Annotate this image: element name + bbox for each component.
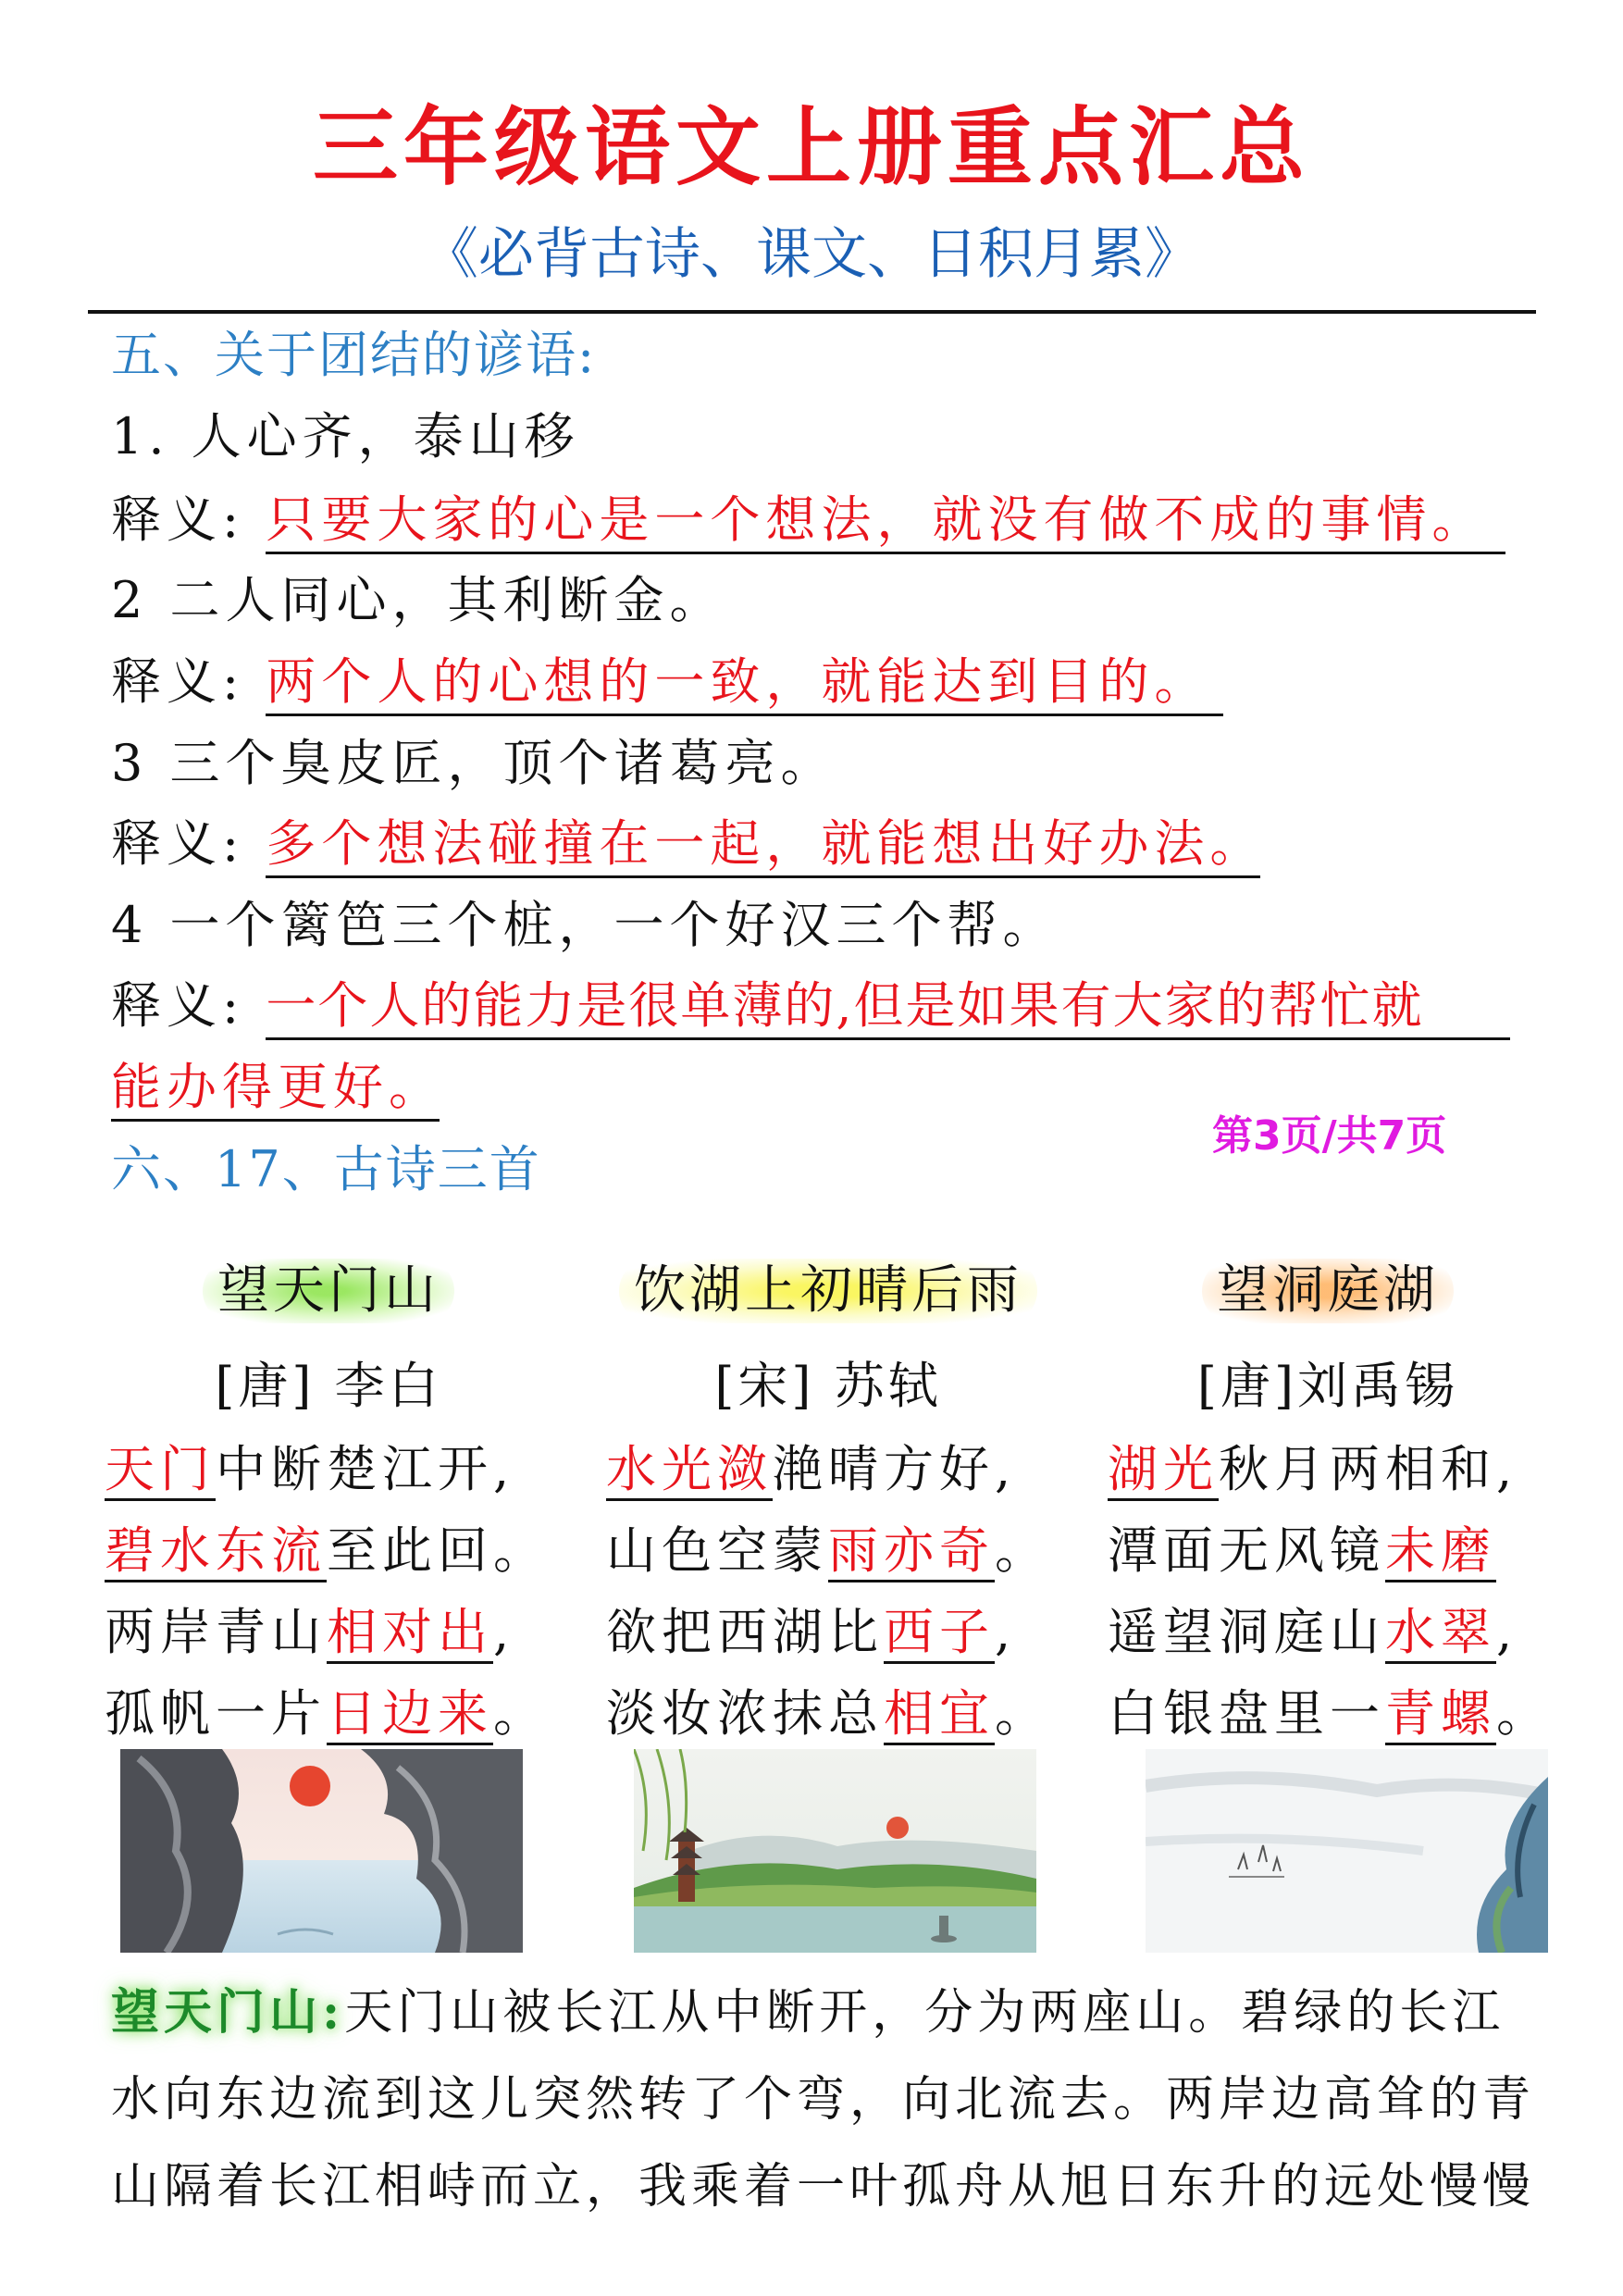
section-5-heading: 五、关于团结的谚语:	[111, 326, 597, 384]
meaning-label: 释义:	[111, 976, 245, 1035]
poem-1	[88, 1259, 569, 1755]
poem-title: 望天门山	[203, 1259, 454, 1323]
meaning-row-1	[111, 490, 1505, 554]
page-indicator: 第3页/共7页	[1212, 1112, 1447, 1160]
poem-line: 孤帆一片日边来。	[105, 1673, 569, 1755]
poem-line: 湖光秋月两相和,	[1108, 1429, 1568, 1510]
meaning-answer-2: 两个人的心想的一致，就能达到目的。	[266, 652, 1223, 716]
poem-line: 遥望洞庭山水翠,	[1108, 1592, 1568, 1673]
poem-line: 碧水东流至此回。	[105, 1510, 569, 1592]
saying-1: 1. 人心齐，泰山移	[111, 407, 580, 465]
poem-title: 饮湖上初晴后雨	[619, 1259, 1037, 1323]
saying-4: 4 一个篱笆三个桩，一个好汉三个帮。	[111, 896, 1059, 954]
saying-2: 2 二人同心，其利断金。	[111, 571, 725, 629]
tianmen-mountain-illustration	[120, 1749, 523, 1953]
header-divider	[88, 310, 1536, 314]
dongting-lake-illustration	[1146, 1749, 1548, 1953]
explanation-line-3: 山隔着长江相峙而立，我乘着一叶孤舟从旭日东升的远处慢慢	[111, 2159, 1536, 2215]
meaning-label: 释义:	[111, 490, 245, 549]
poem-line: 天门中断楚江开,	[105, 1429, 569, 1510]
meaning-label: 释义:	[111, 814, 245, 873]
meaning-row-2	[111, 652, 1223, 716]
poem-line: 潭面无风镜未磨	[1108, 1510, 1568, 1592]
meaning-row-4-cont	[111, 1058, 444, 1122]
meaning-answer-4b: 能办得更好。	[111, 1058, 440, 1122]
poem-3	[1087, 1259, 1568, 1755]
poem-author: [唐]刘禹锡	[1196, 1357, 1459, 1415]
meaning-answer-1: 只要大家的心是一个想法，就没有做不成的事情。	[266, 490, 1505, 554]
poem-line: 淡妆浓抹总相宜。	[606, 1673, 1069, 1755]
poem-line: 两岸青山相对出,	[105, 1592, 569, 1673]
section-6-heading: 六、17、古诗三首	[111, 1140, 541, 1198]
poem-line: 山色空蒙雨亦奇。	[606, 1510, 1069, 1592]
poem-2	[588, 1259, 1069, 1755]
west-lake-illustration	[634, 1749, 1036, 1953]
page-title: 三年级语文上册重点汇总	[312, 98, 1310, 197]
poem-title: 望洞庭湖	[1202, 1259, 1454, 1323]
explanation-line-1: 望天门山:天门山被长江从中断开，分为两座山。碧绿的长江	[111, 1984, 1505, 2041]
page-subtitle: 《必背古诗、课文、日积月累》	[423, 222, 1200, 287]
meaning-label: 释义:	[111, 652, 245, 711]
explanation-line-2: 水向东边流到这儿突然转了个弯，向北流去。两岸边高耸的青	[111, 2072, 1536, 2128]
meaning-answer-3: 多个想法碰撞在一起，就能想出好办法。	[266, 814, 1260, 878]
poem-author: [唐] 李白	[215, 1357, 442, 1415]
meaning-row-4	[111, 976, 1510, 1040]
poem-line: 白银盘里一青螺。	[1108, 1673, 1568, 1755]
explanation-label: 望天门山:	[111, 1984, 345, 2041]
poem-line: 水光潋滟晴方好,	[606, 1429, 1069, 1510]
saying-3: 3 三个臭皮匠，顶个诸葛亮。	[111, 734, 836, 792]
poem-author: [宋] 苏轼	[714, 1357, 942, 1415]
meaning-answer-4a: 一个人的能力是很单薄的,但是如果有大家的帮忙就	[266, 976, 1510, 1040]
poem-line: 欲把西湖比西子,	[606, 1592, 1069, 1673]
meaning-row-3	[111, 814, 1266, 878]
